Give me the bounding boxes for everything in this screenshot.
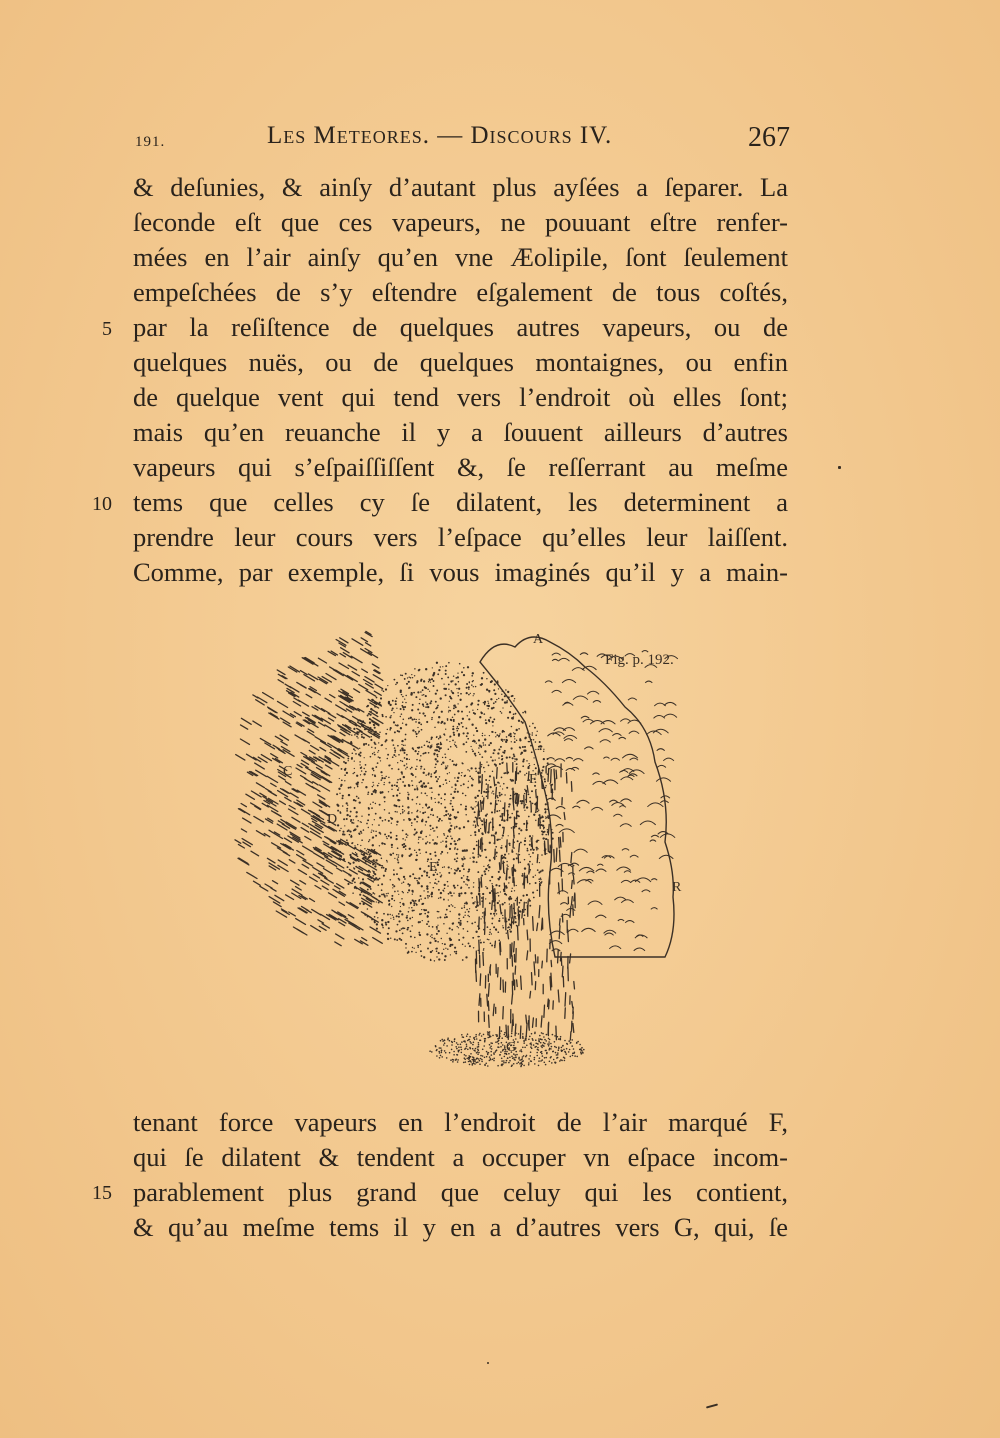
page-number: 267 <box>748 122 790 153</box>
running-title: Les Meteores. — Discours IV. <box>267 122 613 149</box>
figure-label-e: E <box>429 860 438 875</box>
text-line: tenant force vapeurs en l’endroit de l’air marqué F, <box>133 1107 788 1137</box>
text-line: mais qu’en reuanche il y a ſouuent ailleurs d’autres <box>133 417 788 447</box>
line-number: 10 <box>92 493 112 515</box>
paper-speck <box>706 1403 718 1408</box>
line-number: 5 <box>102 318 112 340</box>
text-line: Comme, par exemple, ſi vous imaginés qu’il y a main- <box>133 557 788 587</box>
text-line: & qu’au meſme tems il y en a d’autres vers G, qui, ſe <box>133 1212 788 1242</box>
text-line: & deſunies, & ainſy d’autant plus ayſées a ſeparer. La <box>133 172 788 202</box>
figure-drawing <box>225 612 725 1082</box>
figure-label-a: A <box>533 632 544 647</box>
text-line: prendre leur cours vers l’eſpace qu’elles leur laiſſent. <box>133 522 788 552</box>
text-line: empeſchées de s’y eſtendre eſgalement de tous coſtés, <box>133 277 788 307</box>
body-text-top <box>133 170 788 590</box>
figure-label-r: R <box>672 880 682 895</box>
text-line: mées en l’air ainſy qu’en vne Æolipile, ſont ſeulement <box>133 242 788 272</box>
figure-label-c: C <box>283 764 293 779</box>
figure-caption: Fig. p. 192. <box>605 652 674 668</box>
text-line: vapeurs qui s’eſpaiſſiſſent &, ſe reſſerrant au meſme <box>133 452 788 482</box>
line-number: 15 <box>92 1182 112 1204</box>
text-line: ſeconde eſt que ces vapeurs, ne pouuant eſtre renfer- <box>133 207 788 237</box>
body-text-bottom <box>133 1105 788 1245</box>
paper-speck <box>838 466 841 469</box>
text-line: qui ſe dilatent & tendent a occuper vn eſpace incom- <box>133 1142 788 1172</box>
paper-speck <box>487 1362 489 1364</box>
text-line: parablement plus grand que celuy qui les contient, <box>133 1177 788 1207</box>
figure-label-f: F <box>529 772 537 787</box>
text-line: par la reſiſtence de quelques autres vapeurs, ou de <box>133 312 788 342</box>
text-line: quelques nuës, ou de quelques montaignes, ou enfin <box>133 347 788 377</box>
figure-label-g: G <box>506 1040 517 1055</box>
section-marker: 191. <box>135 134 166 150</box>
text-line: de quelque vent qui tend vers l’endroit où elles ſont; <box>133 382 788 412</box>
text-line: tems que celles cy ſe dilatent, les determinent a <box>133 487 788 517</box>
running-head <box>135 122 790 158</box>
figure-label-d: D <box>327 812 338 827</box>
figure-engraving <box>225 612 725 1082</box>
